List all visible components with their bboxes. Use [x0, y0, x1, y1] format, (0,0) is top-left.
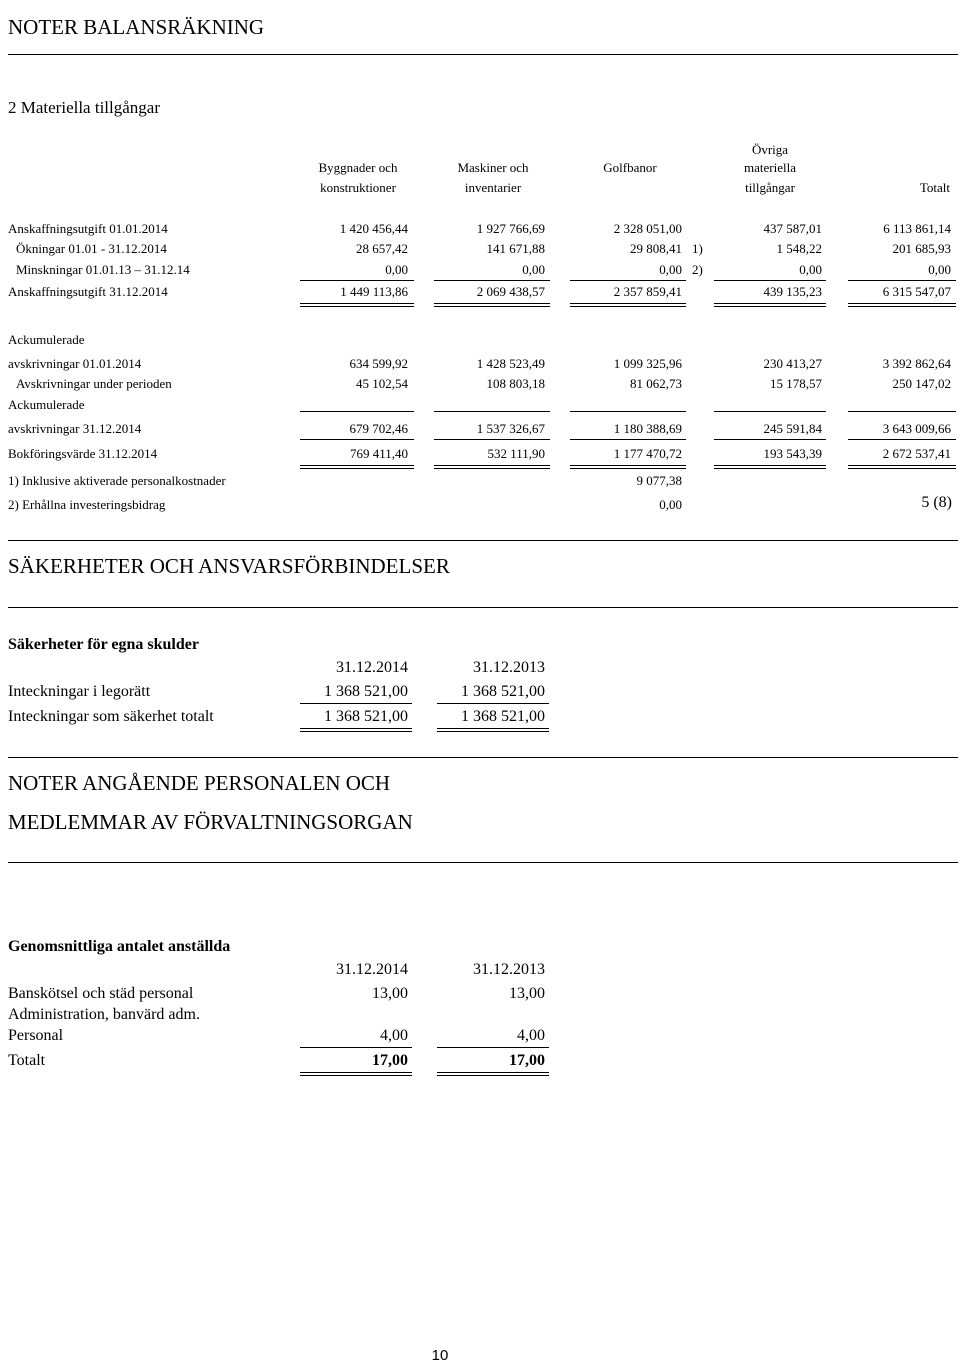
row-value: 230 413,27 — [763, 356, 822, 371]
row-value: 0,00 — [522, 262, 545, 277]
underline — [714, 439, 826, 440]
personnel-row-value: 13,00 — [372, 985, 408, 1002]
personnel-row-value: 13,00 — [509, 985, 545, 1002]
row-value: 0,00 — [928, 262, 951, 277]
personnel-row-label: Totalt — [8, 1052, 46, 1069]
double-underline — [437, 1072, 549, 1076]
underline — [848, 439, 956, 440]
securities-col-header-2014: 31.12.2014 — [336, 659, 408, 676]
row-value: 3 392 862,64 — [882, 356, 951, 371]
double-underline — [714, 303, 826, 307]
row-value: 1 099 325,96 — [613, 356, 682, 371]
column-header-1-line2: Byggnader och — [318, 160, 398, 175]
double-underline — [300, 303, 414, 307]
double-underline — [300, 465, 414, 469]
row-label: Anskaffningsutgift 01.01.2014 — [8, 221, 168, 236]
underline — [300, 1047, 412, 1048]
personnel-row-value: 17,00 — [372, 1052, 408, 1069]
column-header-4-line2: materiella — [744, 160, 796, 175]
column-header-4-line3: tillgångar — [745, 180, 795, 195]
double-underline — [714, 465, 826, 469]
underline — [437, 1047, 549, 1048]
securities-heading: SÄKERHETER OCH ANSVARSFÖRBINDELSER — [8, 554, 450, 578]
personnel-subheading: Genomsnittliga antalet anställda — [8, 938, 231, 955]
row-value: 201 685,93 — [892, 241, 951, 256]
row-value: 1 927 766,69 — [476, 221, 545, 236]
underline — [434, 280, 550, 281]
row-value: 245 591,84 — [763, 421, 822, 436]
divider — [8, 607, 958, 608]
row-value: 1 449 113,86 — [340, 284, 408, 299]
double-underline — [300, 1072, 412, 1076]
row-value: 1 548,22 — [776, 241, 822, 256]
column-header-2-line2: Maskiner och — [457, 160, 529, 175]
page-number: 10 — [431, 1347, 449, 1364]
column-header-5-line3: Totalt — [919, 180, 950, 195]
underline — [300, 703, 412, 704]
divider — [8, 862, 958, 863]
row-value: 2 357 859,41 — [613, 284, 682, 299]
row-value: 439 135,23 — [763, 284, 822, 299]
row-value: 679 702,46 — [349, 421, 408, 436]
underline — [848, 280, 956, 281]
section-title: 2 Materiella tillgångar — [8, 98, 160, 117]
personnel-row-value: 4,00 — [380, 1027, 408, 1044]
row-value: 1 420 456,44 — [339, 221, 408, 236]
underline — [437, 703, 549, 704]
securities-row-value: 1 368 521,00 — [461, 708, 545, 725]
page-reference: 5 (8) — [921, 494, 952, 511]
row-value: 108 803,18 — [486, 376, 545, 391]
row-value: 6 113 861,14 — [883, 221, 951, 236]
row-value: 29 808,41 — [630, 241, 682, 256]
row-value: 769 411,40 — [349, 446, 408, 461]
securities-col-header-2013: 31.12.2013 — [473, 659, 545, 676]
double-underline — [848, 465, 956, 469]
personnel-row-label: Personal — [8, 1027, 64, 1044]
row-value: 1 537 326,67 — [476, 421, 545, 436]
underline — [300, 280, 414, 281]
row-label: Bokföringsvärde 31.12.2014 — [8, 446, 158, 461]
securities-row-value: 1 368 521,00 — [324, 683, 408, 700]
underline — [570, 411, 686, 412]
row-value: 28 657,42 — [356, 241, 408, 256]
row-value: 250 147,02 — [892, 376, 951, 391]
underline — [434, 411, 550, 412]
row-label: Ackumulerade — [8, 397, 85, 412]
row-value: 634 599,92 — [349, 356, 408, 371]
row-value: 2 328 051,00 — [613, 221, 682, 236]
securities-subheading: Säkerheter för egna skulder — [8, 636, 199, 653]
personnel-heading-line1: NOTER ANGÅENDE PERSONALEN OCH — [8, 771, 391, 795]
row-value: 2 069 438,57 — [476, 284, 545, 299]
personnel-col-header-2014: 31.12.2014 — [336, 961, 408, 978]
row-value: 1 428 523,49 — [476, 356, 545, 371]
footnote-marker: 1) — [692, 241, 703, 256]
securities-row-value: 1 368 521,00 — [324, 708, 408, 725]
row-value: 6 315 547,07 — [882, 284, 951, 299]
row-value: 81 062,73 — [630, 376, 682, 391]
securities-row-label: Inteckningar som säkerhet totalt — [8, 708, 214, 725]
double-underline — [570, 303, 686, 307]
personnel-col-header-2013: 31.12.2013 — [473, 961, 545, 978]
footnote-marker: 2) — [692, 262, 703, 277]
row-label: avskrivningar 01.01.2014 — [8, 356, 142, 371]
personnel-row-value: 17,00 — [509, 1052, 545, 1069]
double-underline — [437, 728, 549, 732]
column-header-4-line1: Övriga — [751, 142, 789, 157]
row-value: 15 178,57 — [770, 376, 822, 391]
underline — [300, 439, 414, 440]
double-underline — [848, 303, 956, 307]
securities-row-value: 1 368 521,00 — [461, 683, 545, 700]
double-underline — [300, 728, 412, 732]
row-value: 532 111,90 — [487, 446, 545, 461]
double-underline — [434, 465, 550, 469]
row-value: 0,00 — [385, 262, 408, 277]
footnote-2-value: 0,00 — [659, 497, 682, 512]
row-value: 1 177 470,72 — [613, 446, 682, 461]
divider — [8, 540, 958, 541]
divider — [8, 757, 958, 758]
underline — [570, 280, 686, 281]
row-value: 3 643 009,66 — [882, 421, 951, 436]
underline — [714, 280, 826, 281]
double-underline — [434, 303, 550, 307]
row-value: 141 671,88 — [486, 241, 545, 256]
column-header-2-line3: inventarier — [464, 180, 522, 195]
underline — [714, 411, 826, 412]
column-header-3-line2: Golfbanor — [603, 160, 657, 175]
row-label: avskrivningar 31.12.2014 — [8, 421, 142, 436]
divider — [8, 54, 958, 55]
footnote-2-label: 2) Erhållna investeringsbidrag — [8, 497, 166, 512]
footnote-1-value: 9 077,38 — [636, 473, 682, 488]
row-value: 1 180 388,69 — [613, 421, 682, 436]
personnel-row-value: 4,00 — [517, 1027, 545, 1044]
row-value: 437 587,01 — [763, 221, 822, 236]
securities-row-label: Inteckningar i legorätt — [8, 683, 151, 700]
personnel-row-label: Administration, banvärd adm. — [8, 1006, 200, 1023]
page-title: NOTER BALANSRÄKNING — [8, 15, 265, 39]
row-label: Ackumulerade — [8, 332, 85, 347]
row-value: 0,00 — [659, 262, 682, 277]
underline — [570, 439, 686, 440]
row-value: 45 102,54 — [356, 376, 408, 391]
double-underline — [570, 465, 686, 469]
row-label: Ökningar 01.01 - 31.12.2014 — [16, 241, 167, 256]
footnote-1-label: 1) Inklusive aktiverade personalkostnader — [8, 473, 226, 488]
column-header-1-line3: konstruktioner — [320, 180, 396, 195]
row-value: 0,00 — [799, 262, 822, 277]
underline — [848, 411, 956, 412]
underline — [434, 439, 550, 440]
personnel-heading-line2: MEDLEMMAR AV FÖRVALTNINGSORGAN — [8, 810, 413, 834]
personnel-row-label: Banskötsel och städ personal — [8, 985, 194, 1002]
row-label: Anskaffningsutgift 31.12.2014 — [8, 284, 168, 299]
row-value: 193 543,39 — [763, 446, 822, 461]
row-value: 2 672 537,41 — [882, 446, 951, 461]
underline — [300, 411, 414, 412]
row-label: Avskrivningar under perioden — [16, 376, 172, 391]
row-label: Minskningar 01.01.13 – 31.12.14 — [16, 262, 190, 277]
